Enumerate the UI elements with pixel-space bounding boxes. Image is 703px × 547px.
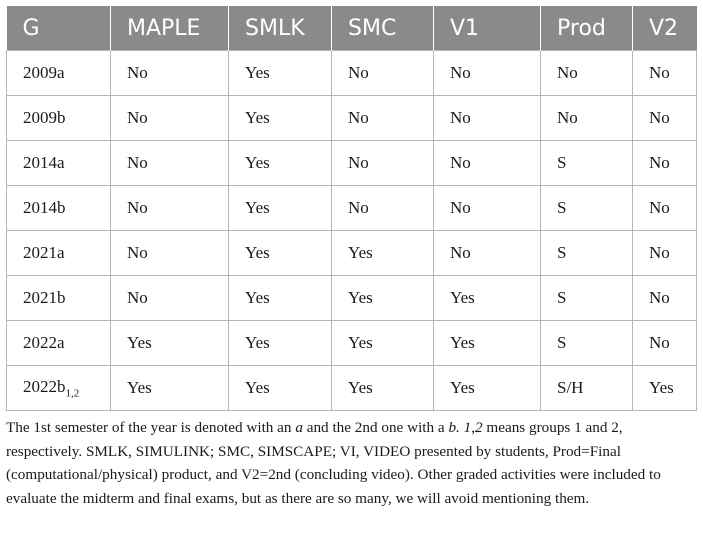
cell-value: No	[541, 96, 633, 141]
table-row	[7, 366, 697, 411]
table-row	[7, 96, 697, 141]
cell-value: No	[111, 186, 229, 231]
cell-value: No	[332, 186, 434, 231]
cell-value: No	[332, 51, 434, 96]
data-table	[6, 6, 697, 411]
caption-emphasis-a: a	[295, 419, 303, 436]
cell-value: No	[332, 96, 434, 141]
cell-value: S	[541, 321, 633, 366]
table-body	[7, 51, 697, 411]
cell-group	[7, 51, 111, 96]
cell-value: No	[434, 231, 541, 276]
cell-value: Yes	[434, 321, 541, 366]
cell-value: Yes	[332, 231, 434, 276]
group-label: 2022a	[23, 333, 65, 352]
column-header-g: G	[7, 6, 111, 51]
cell-value: S	[541, 141, 633, 186]
column-header-smlk: SMLK	[229, 6, 332, 51]
cell-value: No	[332, 141, 434, 186]
cell-value: No	[434, 96, 541, 141]
column-header-v1: V1	[434, 6, 541, 51]
group-label: 2009b	[23, 108, 66, 127]
group-label: 2022b	[23, 376, 66, 396]
cell-value: No	[633, 186, 697, 231]
cell-value: Yes	[229, 141, 332, 186]
column-header-prod: Prod	[541, 6, 633, 51]
cell-value: Yes	[434, 366, 541, 411]
cell-value: Yes	[332, 321, 434, 366]
column-header-maple: MAPLE	[111, 6, 229, 51]
cell-value: No	[111, 231, 229, 276]
cell-value: Yes	[229, 321, 332, 366]
cell-value: S	[541, 276, 633, 321]
cell-value: No	[633, 96, 697, 141]
cell-group	[7, 186, 111, 231]
cell-value: Yes	[434, 276, 541, 321]
cell-value: S/H	[541, 366, 633, 411]
cell-value: No	[434, 51, 541, 96]
cell-value: S	[541, 186, 633, 231]
cell-value: Yes	[633, 366, 697, 411]
group-subscript: 1,2	[65, 387, 80, 400]
column-header-smc: SMC	[332, 6, 434, 51]
cell-value: No	[633, 51, 697, 96]
group-label: 2014a	[23, 153, 65, 172]
cell-value: Yes	[111, 321, 229, 366]
table-row	[7, 141, 697, 186]
cell-group	[7, 276, 111, 321]
table-row	[7, 51, 697, 96]
table-row	[7, 321, 697, 366]
column-header-v2: V2	[633, 6, 697, 51]
cell-value: Yes	[111, 366, 229, 411]
group-label: 2009a	[23, 63, 65, 82]
cell-group	[7, 321, 111, 366]
caption-text-1: The 1st semester of the year is denoted with an	[6, 419, 296, 436]
caption-text-2: and the 2nd one with a	[302, 419, 449, 436]
cell-value: No	[633, 276, 697, 321]
table-row	[7, 276, 697, 321]
cell-value: Yes	[229, 186, 332, 231]
caption-text-3: means groups 1 and 2, respectively. SMLK, SIMULINK; SMC, SIMSCAPE; VI, VIDEO presented by students, Prod=Final (computational/physical) product, and V2=2nd (concluding video). Other graded activities were included to evaluate the midterm and final exams, but as there are so many, we will avoid mentioning them.	[6, 419, 661, 507]
cell-value: Yes	[229, 231, 332, 276]
cell-value: Yes	[229, 96, 332, 141]
cell-value: No	[111, 141, 229, 186]
cell-value: Yes	[332, 276, 434, 321]
cell-value: No	[541, 51, 633, 96]
cell-group	[7, 231, 111, 276]
cell-value: Yes	[229, 276, 332, 321]
group-label: 2021a	[23, 243, 65, 262]
cell-value: No	[633, 141, 697, 186]
header-row	[7, 6, 697, 51]
table-row	[7, 231, 697, 276]
cell-group	[7, 141, 111, 186]
cell-group	[7, 96, 111, 141]
cell-value: No	[111, 96, 229, 141]
cell-value: Yes	[332, 366, 434, 411]
cell-value: No	[111, 276, 229, 321]
table-row	[7, 186, 697, 231]
cell-value: No	[633, 231, 697, 276]
cell-value: No	[111, 51, 229, 96]
cell-value: Yes	[229, 51, 332, 96]
table-caption	[6, 416, 696, 510]
cell-value: S	[541, 231, 633, 276]
cell-value: No	[434, 186, 541, 231]
group-label: 2021b	[23, 288, 66, 307]
cell-value: Yes	[229, 366, 332, 411]
cell-value: No	[633, 321, 697, 366]
caption-emphasis-b: b. 1,2	[448, 419, 483, 436]
cell-group	[7, 366, 111, 411]
cell-value: No	[434, 141, 541, 186]
group-label: 2014b	[23, 198, 66, 217]
